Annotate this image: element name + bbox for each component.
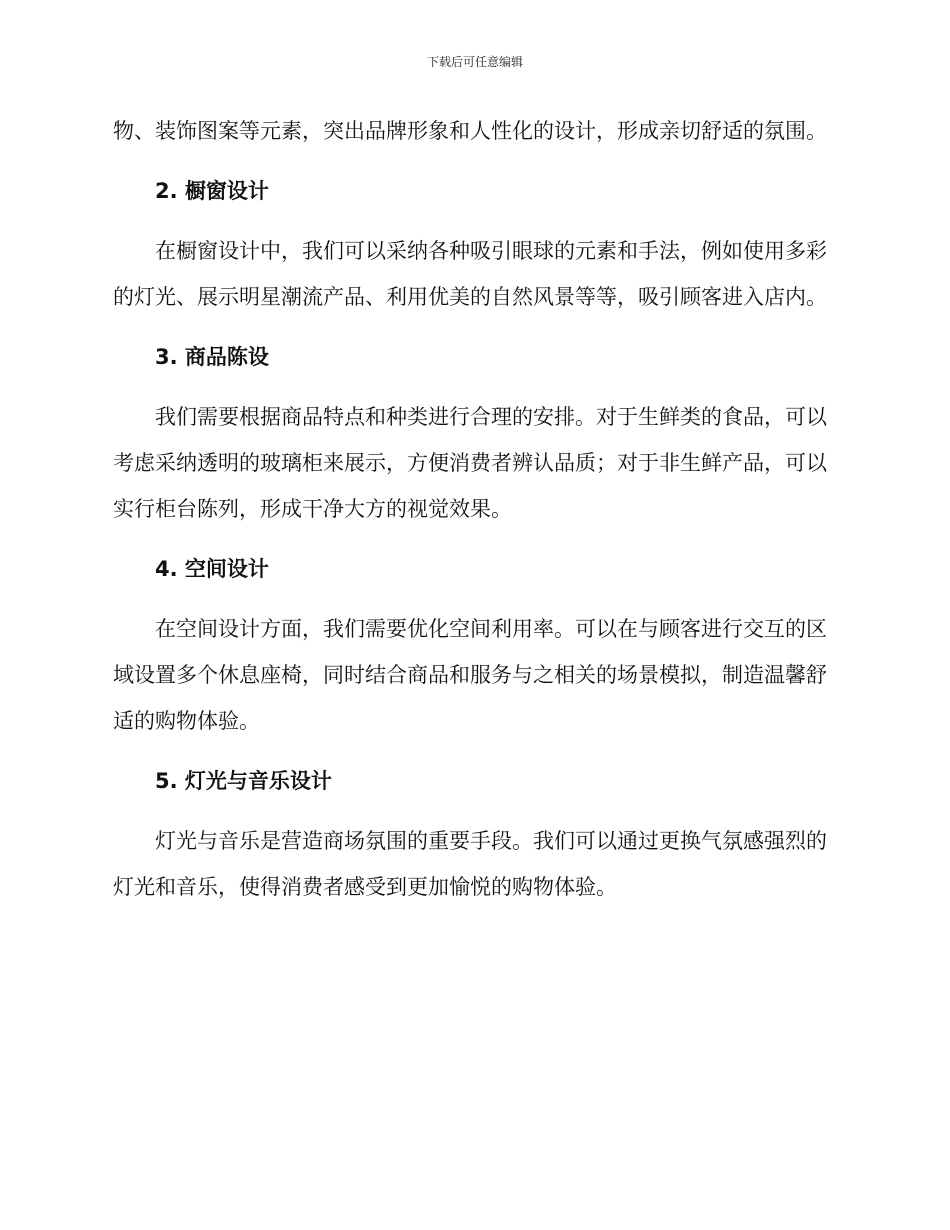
document-body [113,108,837,910]
section-lighting-music-design [113,758,837,910]
section-merchandise-display [113,334,837,532]
section-paragraph: 我们需要根据商品特点和种类进行合理的安排。对于生鲜类的食品，可以考虑采纳透明的玻璃柜来展示，方便消费者辨认品质；对于非生鲜产品，可以实行柜台陈列，形成干净大方的视觉效果。 [113,405,827,521]
section-paragraph: 在橱窗设计中，我们可以采纳各种吸引眼球的元素和手法，例如使用多彩的灯光、展示明星潮流产品、利用优美的自然风景等等，吸引顾客进入店内。 [113,239,827,309]
section-heading: 5. 灯光与音乐设计 [155,769,332,793]
section-window-design [113,168,837,320]
section-heading: 4. 空间设计 [155,557,269,581]
intro-continuation-paragraph: 物、装饰图案等元素，突出品牌形象和人性化的设计，形成亲切舒适的氛围。 [113,119,827,143]
section-heading: 2. 橱窗设计 [155,179,269,203]
section-heading: 3. 商品陈设 [155,345,269,369]
section-space-design [113,546,837,744]
section-paragraph: 在空间设计方面，我们需要优化空间利用率。可以在与顾客进行交互的区域设置多个休息座椅，同时结合商品和服务与之相关的场景模拟，制造温馨舒适的购物体验。 [113,617,827,733]
section-paragraph: 灯光与音乐是营造商场氛围的重要手段。我们可以通过更换气氛感强烈的灯光和音乐，使得消费者感受到更加愉悦的购物体验。 [113,829,827,899]
page-header: 下载后可任意编辑 [426,55,523,69]
